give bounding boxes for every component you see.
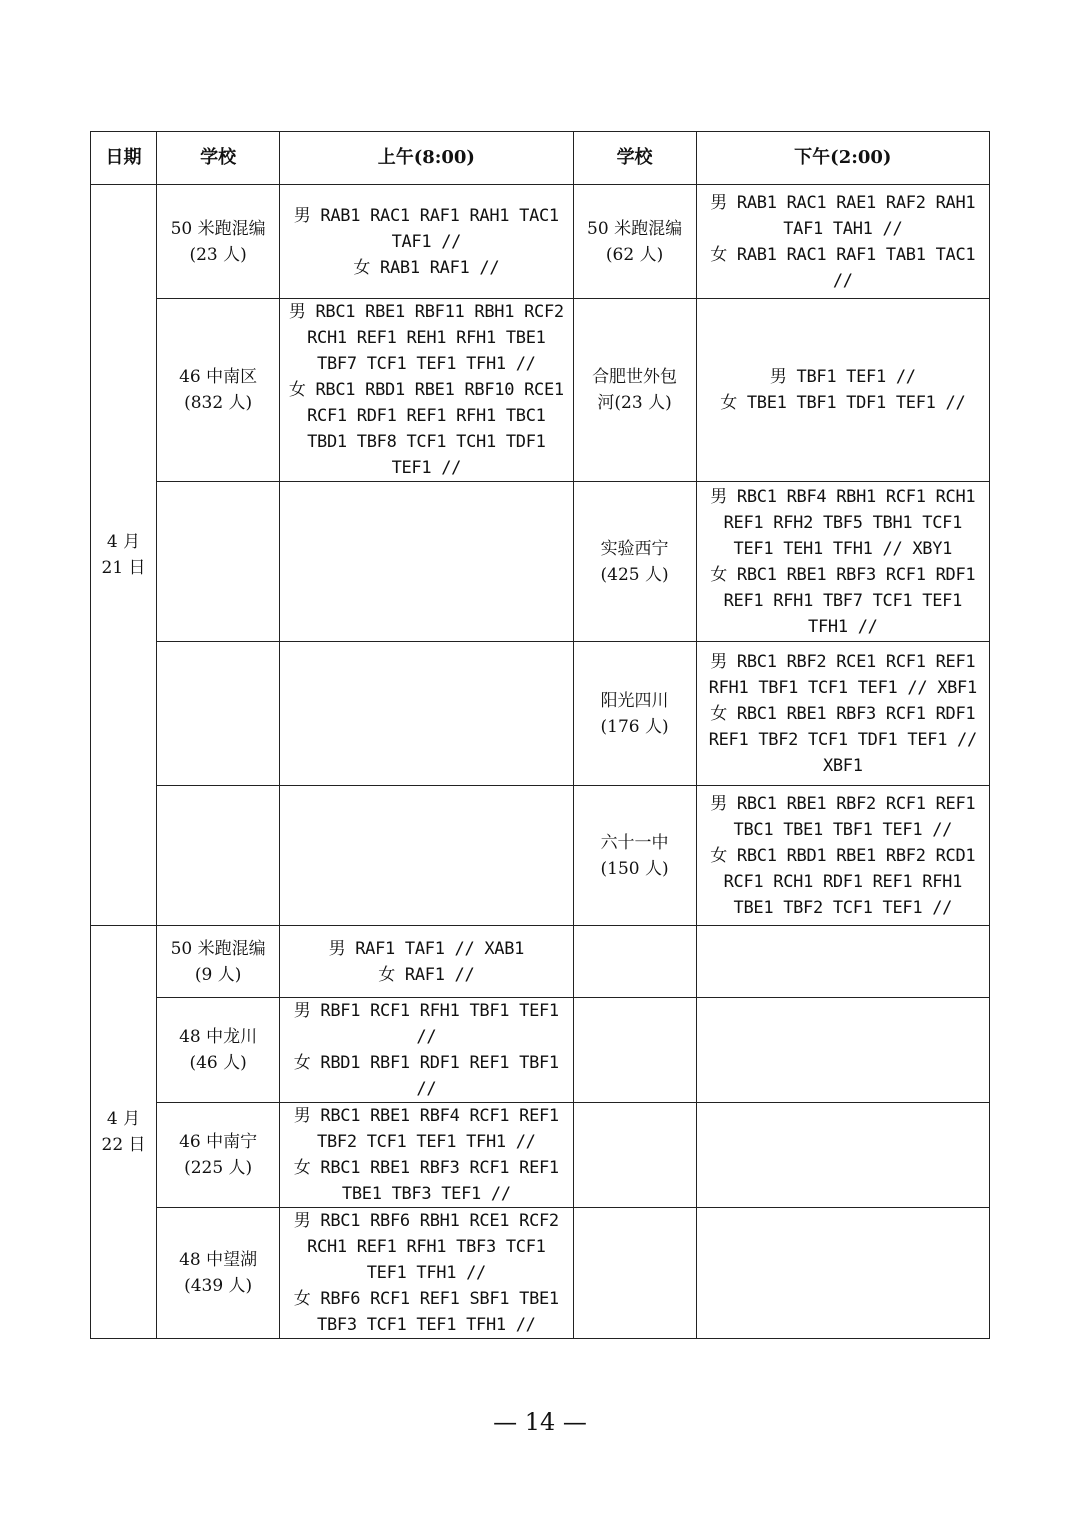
table-row: [91, 1208, 990, 1339]
pm-school-cell: [573, 1208, 696, 1339]
cell-text-line: (832 人): [184, 393, 253, 413]
am-codes-cell: [280, 1103, 573, 1208]
cell-text-line: (62 人): [605, 244, 664, 265]
am-school-cell: [157, 926, 280, 998]
cell-text-line: 46 中南宁: [179, 1132, 258, 1152]
cell-text-line: 50 米跑混编: [587, 218, 683, 239]
pm-codes-cell: [696, 998, 989, 1103]
cell-text-line: 女 RBC1 RBD1 RBE1 RBF2 RCD1 RCF1 RCH1 RDF1 REF1 RFH1 TBE1 TBF2 TCF1 TEF1 //: [710, 845, 976, 918]
cell-text-line: 46 中南区: [179, 367, 258, 387]
cell-text-line: 六十一中: [600, 832, 669, 853]
pm-school-cell: [573, 185, 696, 299]
cell-text-line: 4 月: [106, 1109, 141, 1129]
pm-school-cell: [573, 786, 696, 926]
table-row: [91, 642, 990, 786]
cell-text-line: 男 RBC1 RBE1 RBF11 RBH1 RCF2 RCH1 REF1 REH1 RFH1 TBE1 TBF7 TCF1 TEF1 TFH1 //: [288, 302, 564, 374]
pm-school-cell: [573, 482, 696, 642]
cell-text-line: 河(23 人): [597, 393, 672, 413]
cell-text-line: 21 日: [101, 558, 146, 578]
cell-text-line: 男 RBC1 RBF6 RBH1 RCE1 RCF2 RCH1 REF1 RFH1 TBF3 TCF1 TEF1 TFH1 //: [293, 1211, 559, 1283]
cell-text-line: 男 RAB1 RAC1 RAF1 RAH1 TAC1 TAF1 //: [293, 205, 559, 252]
header-school-am: 学校: [157, 132, 280, 185]
cell-text-line: 50 米跑混编: [170, 218, 266, 239]
pm-school-cell: [573, 1103, 696, 1208]
cell-text-line: 男 RBC1 RBF4 RBH1 RCF1 RCH1 REF1 RFH2 TBF5 TBH1 TCF1 TEF1 TEH1 TFH1 // XBY1: [710, 486, 976, 559]
cell-text-line: (176 人): [600, 716, 669, 737]
cell-text-line: (23 人): [189, 244, 247, 265]
date-cell: [91, 185, 157, 926]
table-row: [91, 482, 990, 642]
cell-text-line: 女 RBC1 RBD1 RBE1 RBF10 RCE1 RCF1 RDF1 REF1 RFH1 TBC1 TBD1 TBF8 TCF1 TCH1 TDF1 TEF1 //: [288, 380, 564, 478]
header-date: 日期: [91, 132, 157, 185]
pm-codes-cell: [696, 185, 989, 299]
cell-text-line: 女 RAB1 RAF1 //: [353, 257, 500, 278]
table-row: [91, 1103, 990, 1208]
am-codes-cell: [280, 642, 573, 786]
cell-text-line: (425 人): [600, 564, 669, 585]
schedule-table: [90, 131, 990, 1339]
pm-codes-cell: [696, 786, 989, 926]
pm-codes-cell: [696, 642, 989, 786]
cell-text-line: 50 米跑混编: [170, 938, 266, 959]
cell-text-line: 合肥世外包: [592, 367, 678, 387]
cell-text-line: (9 人): [194, 964, 242, 985]
pm-codes-cell: [696, 299, 989, 482]
pm-school-cell: [573, 926, 696, 998]
pm-school-cell: [573, 998, 696, 1103]
am-school-cell: [157, 185, 280, 299]
am-codes-cell: [280, 299, 573, 482]
cell-text-line: 男 RBC1 RBE1 RBF2 RCF1 REF1 TBC1 TBE1 TBF1 TEF1 //: [710, 793, 976, 840]
page-number: — 14 —: [493, 1408, 587, 1436]
pm-codes-cell: [696, 926, 989, 998]
cell-text-line: (46 人): [189, 1053, 247, 1073]
header-row: [91, 132, 990, 185]
cell-text-line: 女 TBE1 TBF1 TDF1 TEF1 //: [720, 393, 966, 413]
cell-text-line: 实验西宁: [600, 538, 669, 559]
header-school-pm: 学校: [573, 132, 696, 185]
cell-text-line: 女 RAF1 //: [378, 964, 475, 985]
am-school-cell: [157, 482, 280, 642]
am-codes-cell: [280, 482, 573, 642]
cell-text-line: 女 RBC1 RBE1 RBF3 RCF1 RDF1 REF1 TBF2 TCF1 TDF1 TEF1 // XBF1: [708, 703, 977, 776]
am-school-cell: [157, 1208, 280, 1339]
cell-text-line: 4 月: [106, 532, 141, 552]
cell-text-line: 男 RBC1 RBF2 RCE1 RCF1 REF1 RFH1 TBF1 TCF1 TEF1 // XBF1: [708, 651, 977, 698]
cell-text-line: 男 RAB1 RAC1 RAE1 RAF2 RAH1 TAF1 TAH1 //: [710, 192, 976, 239]
header-afternoon: 下午(2:00): [696, 132, 989, 185]
pm-school-cell: [573, 642, 696, 786]
am-codes-cell: [280, 926, 573, 998]
table-row: [91, 998, 990, 1103]
am-school-cell: [157, 1103, 280, 1208]
cell-text-line: 男 RBC1 RBE1 RBF4 RCF1 REF1 TBF2 TCF1 TEF1 TFH1 //: [293, 1106, 559, 1152]
cell-text-line: (439 人): [184, 1276, 253, 1296]
pm-school-cell: [573, 299, 696, 482]
am-school-cell: [157, 642, 280, 786]
cell-text-line: (150 人): [600, 858, 669, 879]
am-codes-cell: [280, 185, 573, 299]
cell-text-line: 女 RBD1 RBF1 RDF1 REF1 TBF1 //: [293, 1053, 559, 1099]
table-row: [91, 786, 990, 926]
cell-text-line: 22 日: [101, 1135, 146, 1155]
table-row: [91, 185, 990, 299]
am-school-cell: [157, 299, 280, 482]
cell-text-line: 48 中望湖: [179, 1250, 258, 1270]
date-cell: [91, 926, 157, 1339]
cell-text-line: 男 TBF1 TEF1 //: [769, 367, 916, 387]
cell-text-line: 女 RBF6 RCF1 REF1 SBF1 TBE1 TBF3 TCF1 TEF1 TFH1 //: [293, 1289, 559, 1335]
am-school-cell: [157, 998, 280, 1103]
am-codes-cell: [280, 998, 573, 1103]
pm-codes-cell: [696, 482, 989, 642]
cell-text-line: (225 人): [184, 1158, 253, 1178]
pm-codes-cell: [696, 1208, 989, 1339]
am-codes-cell: [280, 1208, 573, 1339]
cell-text-line: 阳光四川: [600, 690, 669, 711]
cell-text-line: 男 RAF1 TAF1 // XAB1: [328, 938, 525, 959]
table-row: [91, 926, 990, 998]
cell-text-line: 女 RBC1 RBE1 RBF3 RCF1 REF1 TBE1 TBF3 TEF1 //: [293, 1158, 559, 1204]
am-codes-cell: [280, 786, 573, 926]
cell-text-line: 女 RBC1 RBE1 RBF3 RCF1 RDF1 REF1 RFH1 TBF7 TCF1 TEF1 TFH1 //: [710, 564, 976, 637]
table-row: [91, 299, 990, 482]
header-morning: 上午(8:00): [280, 132, 573, 185]
cell-text-line: 女 RAB1 RAC1 RAF1 TAB1 TAC1 //: [710, 244, 976, 291]
cell-text-line: 48 中龙川: [179, 1027, 258, 1047]
cell-text-line: 男 RBF1 RCF1 RFH1 TBF1 TEF1 //: [293, 1001, 559, 1047]
am-school-cell: [157, 786, 280, 926]
pm-codes-cell: [696, 1103, 989, 1208]
